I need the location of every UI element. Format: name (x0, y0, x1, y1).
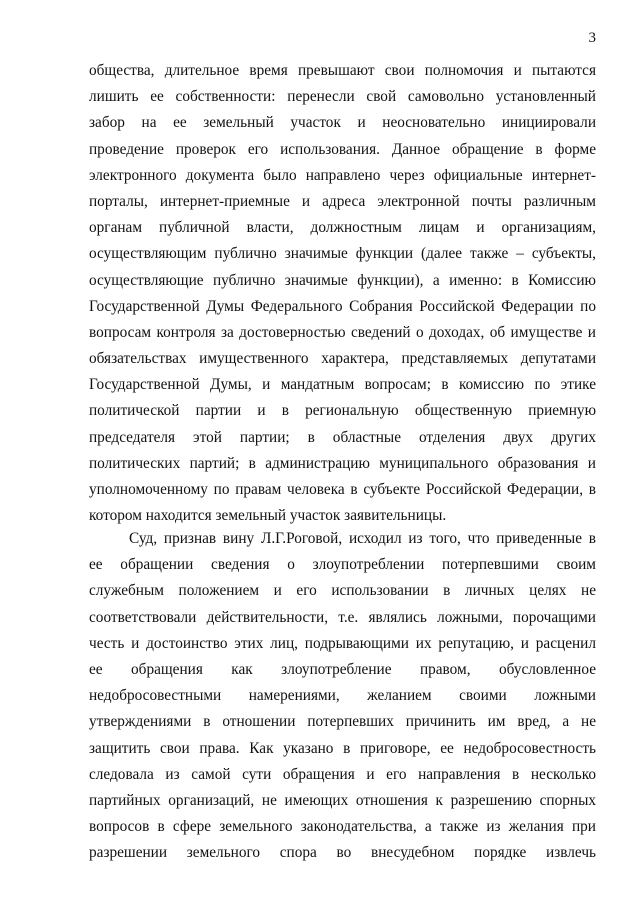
text-line: уполномоченному по правам человека в субъекте Российской Федерации, в (89, 481, 596, 498)
text-line: обязательствах имущественного характера, представляемых депутатами (89, 350, 596, 368)
text-line: лишить ее собственности: перенесли свой самовольно установленный (89, 88, 596, 106)
text-line: вопросов в сфере земельного законодательства, а также из желания при (89, 818, 596, 836)
text-line: соответствовали действительности, т.е. являлись ложными, порочащими (89, 608, 596, 626)
text-line: забор на ее земельный участок и неосновательно инициировали (89, 114, 596, 132)
paragraph-1 (89, 58, 596, 529)
text-line: разрешении земельного спора во внесудебном порядке извлечь (89, 844, 596, 862)
text-line: политических партий; в администрацию муниципального образования и (89, 454, 596, 472)
text-line: Государственной Думы, и мандатным вопросам; в комиссию по этике (89, 376, 596, 394)
text-line: ее обращении сведения о злоупотреблении потерпевшими своим (89, 556, 596, 574)
text-line: органам публичной власти, должностным лицам и организациям, (89, 219, 596, 237)
text-line: вопросам контроля за достоверностью сведений о доходах, об имуществе и (89, 323, 596, 341)
page-number: 3 (588, 30, 596, 46)
text-line: Суд, признав вину Л.Г.Роговой, исходил из того, что приведенные в (129, 530, 596, 547)
text-line: следовала из самой сути обращения и его направления в несколько (89, 765, 596, 783)
text-line: утверждениями в отношении потерпевших причинить им вред, а не (89, 713, 596, 731)
text-line: служебным положением и его использовании в личных целях не (89, 582, 596, 600)
text-line: осуществляющим публично значимые функции (далее также – субъекты, (89, 245, 596, 263)
text-line: председателя этой партии; в областные отделения двух других (89, 428, 596, 446)
text-line: порталы, интернет-приемные и адреса электронной почты различным (89, 192, 596, 210)
text-line: партийных организаций, не имеющих отношения к разрешению спорных (89, 791, 596, 809)
text-line: недобросовестными намерениями, желанием своими ложными (89, 687, 596, 705)
text-line: ее обращения как злоупотребление правом, обусловленное (89, 660, 596, 678)
text-line: защитить свои права. Как указано в приговоре, ее недобросовестность (89, 739, 596, 757)
text-line: электронного документа было направлено через официальные интернет- (89, 166, 596, 184)
text-line: Государственной Думы Федерального Собрания Российской Федерации по (89, 297, 596, 315)
text-line: политической партии и в региональную общественную приемную (89, 402, 596, 420)
text-line: честь и достоинство этих лиц, подрывающими их репутацию, и расценил (89, 634, 596, 652)
text-line: проведение проверок его использования. Данное обращение в форме (89, 140, 596, 158)
text-line: общества, длительное время превышают свои полномочия и пытаются (89, 62, 596, 79)
paragraph-2 (89, 526, 596, 866)
text-line: осуществляющие публично значимые функции), а именно: в Комиссию (89, 271, 596, 289)
text-line: котором находится земельный участок заявительницы. (89, 507, 447, 525)
